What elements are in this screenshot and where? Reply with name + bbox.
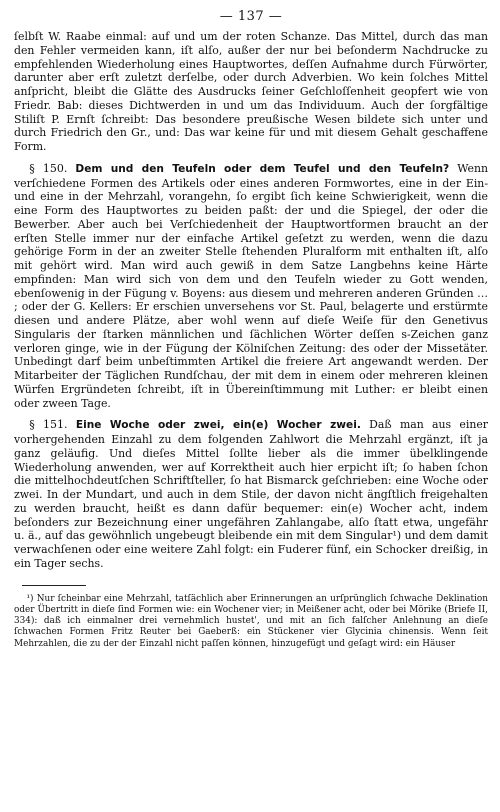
section-heading: Eine Woche oder zwei, ein(e) Wocher zwei. (75, 419, 361, 432)
paragraph-continuation (14, 30, 488, 154)
footnote-rule (22, 585, 86, 586)
body-text (14, 30, 488, 571)
book-page (14, 4, 488, 650)
footnote: ¹) Nur ſcheinbar eine Mehrzahl, tatſächlich aber Erinnerungen an urſprünglich ſchwache Deklination oder Übertritt in dieſe ſind Formen wie: ein Wochener vier; in Meißener acht, oder bei Mörike (Briefe II, 334): daß ich einmalner drei vernehmlich hustet', und mit an ſich falſcher Anlehnung an dieſe ſchwachen Formen Fritz Reuter bei Gaeberß: ein Stückener vier Glycinia chinensis. Wenn ſeit Mehrzahlen, die zu der der Einzahl nicht paſſen können, hinzugefügt und geſagt wird: ein Häuser (14, 593, 488, 649)
page-number: — 137 — (219, 9, 283, 24)
section-150 (14, 162, 488, 411)
section-text: Wenn verſchiedene Formen des Artikels oder eines anderen Formwortes, eine in der Ein- und eine in der Mehrzahl, vorangehn, ſo ergibt ſich keine Schwierigkeit, wenn die eine Form des Hauptwortes zu beiden paßt: der und die Spiegel, der oder die Bewerber. Aber auch bei Verſchiedenheit der Hauptwortformen braucht an der erſten Stelle immer nur der einfache Artikel geſetzt zu werden, wenn die dazu gehörige Form in der an zweiter Stelle ſtehenden Pluralform mit enthalten iſt, alſo mit gehört wird. Man wird auch gewiß in dem Satze Langbehns keine Härte empfinden: Man wird sich von dem und den Teufeln wieder zu Gott wenden, ebenſowenig in der Fügung v. Boyens: aus diesem und mehreren anderen Gründen … ; oder der G. Kellers: Er erschien unversehens vor St. Paul, belagerte und erstürmte diesen und andere Plätze, aber wohl wenn auf dieſe Weiſe für den Genetivus Singularis der ſtarken männlichen und ſächlichen Wörter deſſen s-Zeichen ganz verloren ginge, wie in der Fügung der Kölniſchen Zeitung: des oder der Missetäter. Unbedingt darf beim unbeſtimmten Artikel die freiere Art angewandt werden. Der Mitarbeiter der Täglichen Rundſchau, der mit dem in einem oder mehreren kleinen Würfen Ergründeten ſchreibt, iſt in Übereinſtimmung mit Luther: er bleibt einen oder zween Tage. (14, 161, 488, 410)
section-number: § 151. (29, 418, 68, 432)
section-number: § 150. (29, 161, 68, 175)
section-151 (14, 418, 488, 570)
section-heading: Dem und den Teufeln oder dem Teufel und den Teufeln? (75, 162, 450, 175)
section-text: Daß man aus einer vorhergehenden Einzahl zu dem folgenden Zahlwort die Mehrzahl ergänzt, iſt ja ganz geläufig. Und dieſes Mittel ſollte lieber als die immer übelklingende Wiederholung anwenden, wer auf Korrektheit auch hier erpicht iſt; ſo haben ſchon die mittelhochdeutſchen Schriftſteller, ſo hat Bismarck geſchrieben: eine Woche oder zwei. In der Mundart, und auch in dem Stile, der davon nicht ängſtlich freigehalten zu werden braucht, heißt es dann dafür bequemer: ein(e) Wocher acht, indem beſonders zur Bezeichnung einer ungefähren Zahlangabe, alſo ſtatt etwa, ungefähr u. ä., auf das gewöhnlich ungebeugt bleibende ein mit dem Singular¹) und dem damit verwachſenen oder eine weitere Zahl folgt: ein Fuderer fünf, ein Schocker dreißig, in ein Tager sechs. (14, 418, 488, 570)
paragraph-text: ſelbſt W. Raabe einmal: auf und um der roten Schanze. Das Mittel, durch das man den Fehler vermeiden kann, iſt alſo, außer der nur bei beſonderm Nachdrucke zu empfehlenden Wiederholung eines Hauptwortes, deſſen Aufnahme durch Fürwörter, darunter aber erſt zuletzt derſelbe, oder durch Adverbien. Wo kein ſolches Mittel anſpricht, bleibt die Glätte des Ausdrucks ſeiner Geſchloſſenheit geopfert wie von Friedr. Bab: dieses Dichtwerden in und um das Individuum. Auch der ſorgfältige Stiliſt P. Ernſt ſchreibt: Das besondere preußische Wesen bildete sich unter und durch Friedrich den Gr., und: Das war keine für und mit diesem Gehalt geschaffene Form. (14, 30, 488, 153)
